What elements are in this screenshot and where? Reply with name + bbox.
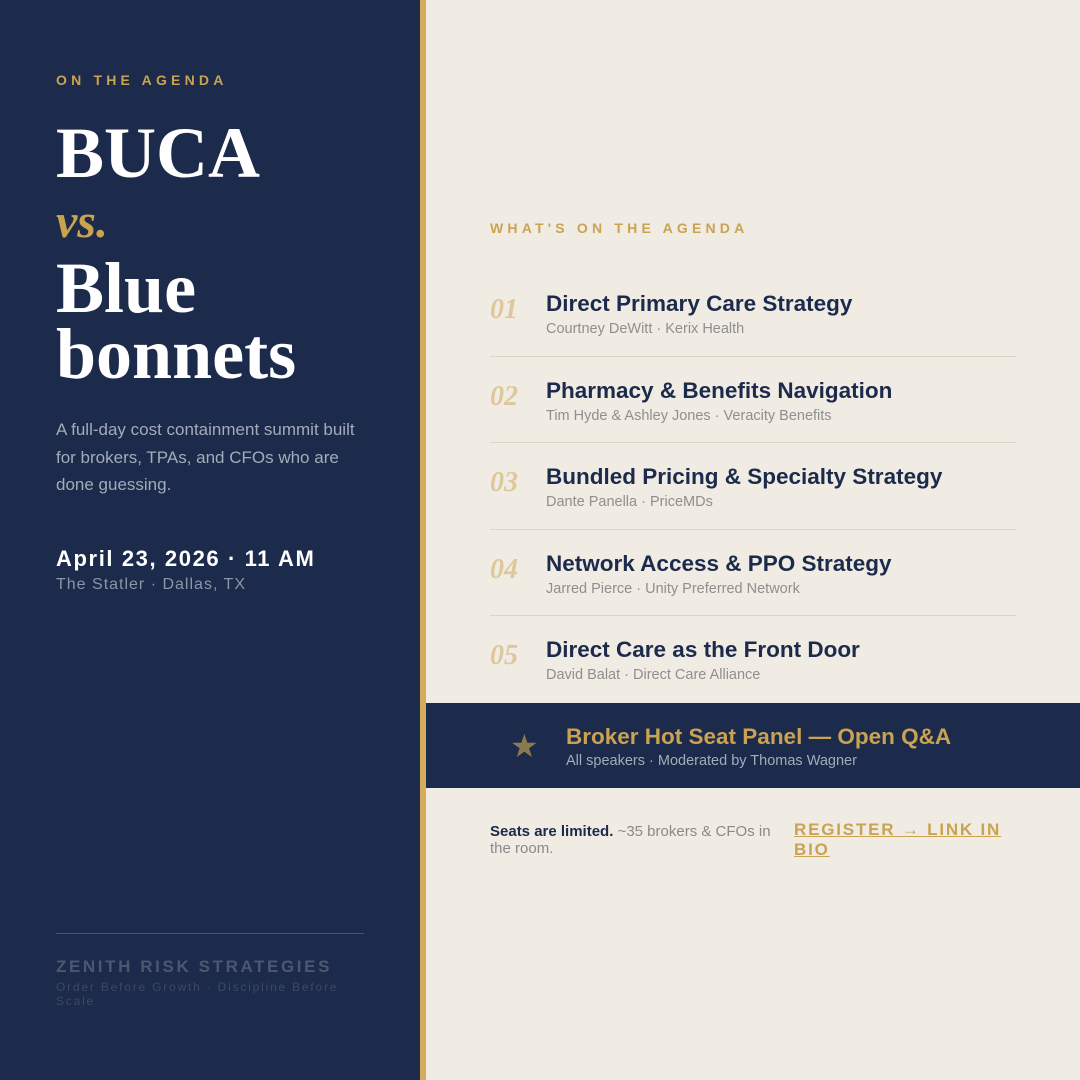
agenda-eyebrow: WHAT'S ON THE AGENDA <box>490 220 749 236</box>
agenda-item <box>490 530 1016 617</box>
agenda-item-speaker: Courtney DeWitt · Kerix Health <box>546 321 745 337</box>
agenda-item <box>490 270 1016 357</box>
agenda-item-title: Network Access & PPO Strategy <box>546 550 892 576</box>
agenda-item-number: 01 <box>490 294 518 325</box>
seats-note-bold: Seats are limited. <box>490 823 614 840</box>
agenda-item-speaker: Dante Panella · PriceMDs <box>546 494 713 510</box>
left-eyebrow: ON THE AGENDA <box>56 72 228 88</box>
agenda-item-number: 04 <box>490 553 518 585</box>
agenda-item <box>490 443 1016 530</box>
panel-title: Broker Hot Seat Panel — Open Q&A <box>566 724 952 749</box>
agenda-item-title: Pharmacy & Benefits Navigation <box>546 377 893 403</box>
seats-note-rest: ~35 brokers & CFOs in the room. <box>490 823 771 857</box>
agenda-list <box>490 270 1016 703</box>
agenda-item-number: 02 <box>490 380 518 412</box>
brand-tagline: Order Before Growth · Discipline Before Scale <box>56 980 339 1008</box>
headline-bonnets: bonnets <box>56 314 297 394</box>
agenda-item <box>490 357 1016 444</box>
headline-vs: vs. <box>56 195 108 248</box>
left-panel <box>0 0 420 1080</box>
register-link[interactable]: REGISTER → LINK IN BIO <box>794 820 1002 859</box>
agenda-item-speaker: Tim Hyde & Ashley Jones · Veracity Benefits <box>546 407 832 424</box>
agenda-item-title: Direct Care as the Front Door <box>546 637 860 662</box>
event-description: A full-day cost containment summit built for brokers, TPAs, and CFOs who are done guessing. <box>56 420 355 494</box>
agenda-item-title: Bundled Pricing & Specialty Strategy <box>546 464 943 489</box>
gold-accent-bar <box>420 0 426 1080</box>
agenda-item-title: Direct Primary Care Strategy <box>546 291 853 316</box>
agenda-item-number: 05 <box>490 640 518 671</box>
panel-subtitle: All speakers · Moderated by Thomas Wagner <box>566 753 857 769</box>
event-date: April 23, 2026 · 11 AM <box>56 546 316 571</box>
footer-divider <box>56 933 364 934</box>
hot-seat-panel-banner <box>426 703 1080 788</box>
agenda-item-speaker: Jarred Pierce · Unity Preferred Network <box>546 580 800 597</box>
agenda-item-speaker: David Balat · Direct Care Alliance <box>546 667 761 683</box>
agenda-item <box>490 616 1016 703</box>
event-venue: The Statler · Dallas, TX <box>56 576 246 593</box>
brand-name: ZENITH RISK STRATEGIES <box>56 957 333 976</box>
seats-note <box>490 823 780 857</box>
star-icon: ★ <box>510 728 539 764</box>
headline-buca: BUCA <box>56 113 261 193</box>
agenda-item-number: 03 <box>490 467 518 498</box>
headline-blue: Blue <box>56 248 197 328</box>
